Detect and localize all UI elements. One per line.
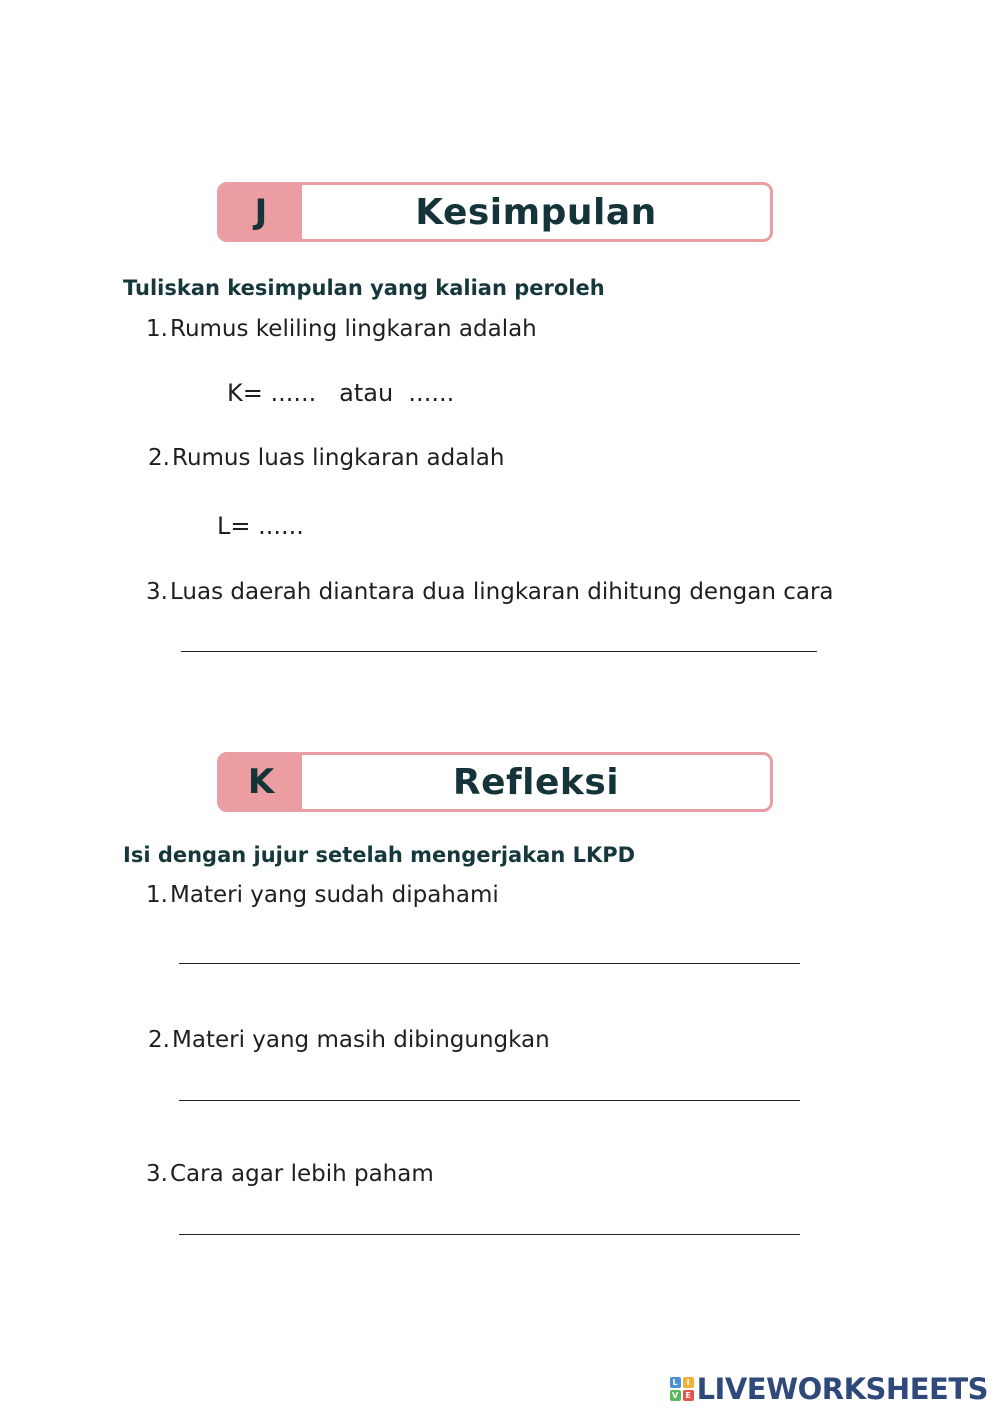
- refleksi-item-1: [146, 882, 499, 908]
- item-number: 2.: [148, 445, 170, 471]
- logo-cell: I: [683, 1377, 694, 1388]
- kesimpulan-item-2: [148, 445, 504, 471]
- formula-keliling[interactable]: K= ...... atau ......: [227, 379, 455, 407]
- answer-line-kesimpulan-3[interactable]: [181, 651, 817, 652]
- logo-cell: V: [670, 1390, 681, 1401]
- kesimpulan-item-3: [146, 579, 834, 605]
- logo-cell: E: [683, 1390, 694, 1401]
- answer-line-refleksi-2[interactable]: [179, 1100, 800, 1101]
- kesimpulan-header: [217, 182, 773, 242]
- item-text: Materi yang sudah dipahami: [170, 882, 499, 908]
- formula-luas[interactable]: L= ......: [217, 512, 304, 540]
- kesimpulan-instruction: Tuliskan kesimpulan yang kalian peroleh: [123, 276, 605, 300]
- item-number: 1.: [146, 882, 168, 908]
- answer-line-refleksi-1[interactable]: [179, 963, 800, 964]
- liveworksheets-logo: [670, 1372, 988, 1406]
- item-text: Rumus keliling lingkaran adalah: [170, 316, 537, 342]
- section-letter-k: K: [220, 755, 302, 809]
- item-number: 1.: [146, 316, 168, 342]
- kesimpulan-item-1: [146, 316, 537, 342]
- section-letter-j: J: [220, 185, 302, 239]
- item-text: Cara agar lebih paham: [170, 1161, 434, 1187]
- refleksi-item-2: [148, 1027, 550, 1053]
- item-number: 3.: [146, 1161, 168, 1187]
- logo-text: LIVEWORKSHEETS: [696, 1372, 988, 1406]
- item-number: 3.: [146, 579, 168, 605]
- refleksi-item-3: [146, 1161, 434, 1187]
- logo-cell: L: [670, 1377, 681, 1388]
- item-number: 2.: [148, 1027, 170, 1053]
- item-text: Rumus luas lingkaran adalah: [172, 445, 505, 471]
- item-text: Materi yang masih dibingungkan: [172, 1027, 550, 1053]
- logo-grid-icon: [670, 1377, 694, 1401]
- item-text: Luas daerah diantara dua lingkaran dihitung dengan cara: [170, 579, 834, 605]
- section-title-refleksi: Refleksi: [452, 761, 620, 803]
- refleksi-instruction: Isi dengan jujur setelah mengerjakan LKPD: [123, 843, 636, 867]
- answer-line-refleksi-3[interactable]: [179, 1234, 800, 1235]
- refleksi-header: [217, 752, 773, 812]
- section-title-kesimpulan: Kesimpulan: [415, 191, 657, 233]
